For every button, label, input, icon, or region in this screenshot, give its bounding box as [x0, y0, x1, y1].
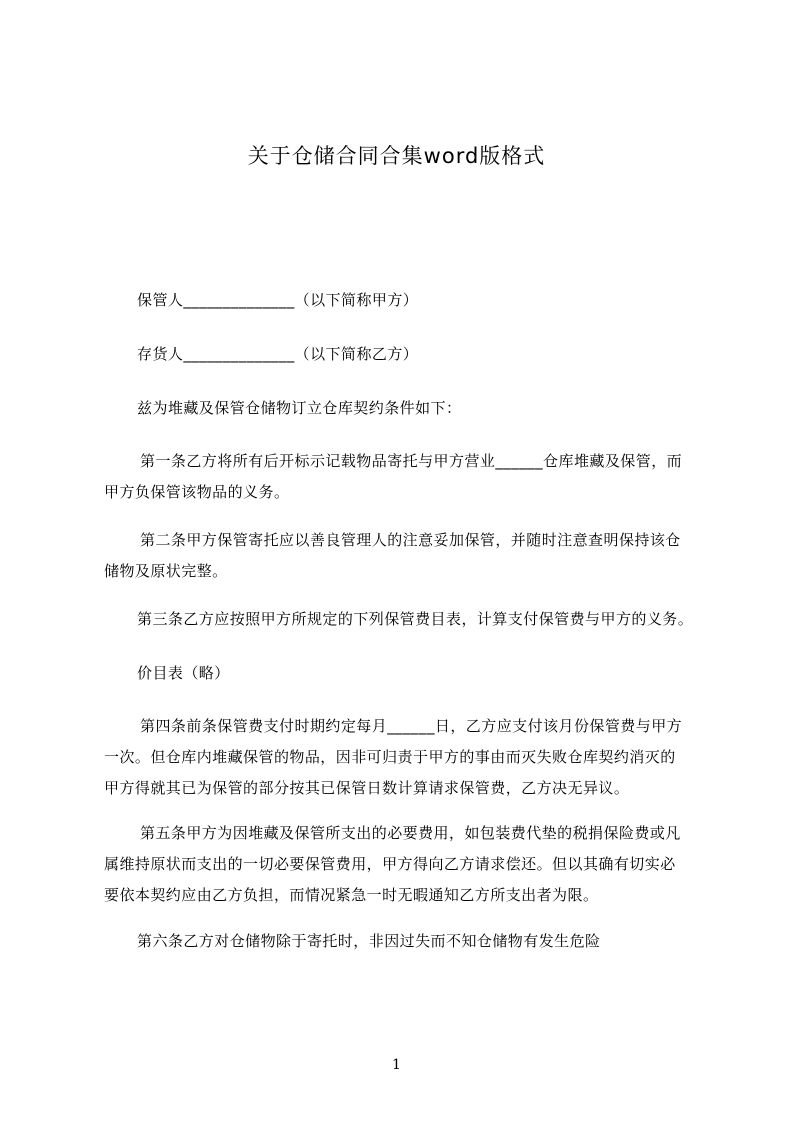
paragraph-custodian — [104, 285, 737, 316]
text-line: 存货人______________（以下简称乙方） — [137, 345, 419, 363]
text-line: 保管人______________（以下简称甲方） — [137, 291, 419, 309]
page-number: 1 — [392, 1057, 401, 1073]
text-line: 储物及原状完整。 — [104, 562, 228, 580]
text-line: 第二条甲方保管寄托应以善良管理人的注意妥加保管，并随时注意查明保持该仓 — [140, 531, 681, 549]
text-line: 要依本契约应由乙方负担，而情况紧急一时无暇通知乙方所支出者为限。 — [104, 886, 599, 904]
text-line: 第一条乙方将所有后开标示记载物品寄托与甲方营业______仓库堆藏及保管，而 — [140, 452, 683, 470]
text-line: 属维持原状而支出的一切必要保管费用，甲方得向乙方请求偿还。但以其确有切实必 — [104, 855, 676, 873]
document-title: 关于仓储合同合集word版格式 — [247, 144, 546, 168]
text-line: 兹为堆藏及保管仓储物订立仓库契约条件如下： — [137, 399, 462, 417]
paragraph-article-6 — [104, 926, 737, 957]
paragraph-article-1 — [104, 446, 704, 508]
paragraph-article-4 — [104, 711, 704, 804]
paragraph-article-2 — [104, 525, 704, 587]
text-line: 甲方负保管该物品的义务。 — [104, 483, 290, 501]
text-line: 一次。但仓库内堆藏保管的物品，因非可归责于甲方的事由而灭失败仓库契约消灭的 — [104, 748, 676, 766]
text-line: 价目表（略） — [137, 664, 230, 682]
text-line: 第五条甲方为因堆藏及保管所支出的必要费用，如包装费代垫的税捐保险费或凡 — [140, 824, 681, 842]
text-line: 第四条前条保管费支付时期约定每月______日，乙方应支付该月份保管费与甲方 — [140, 717, 683, 735]
paragraph-preamble — [104, 393, 737, 424]
text-line: 第六条乙方对仓储物除于寄托时，非因过失而不知仓储物有发生危险 — [137, 932, 601, 950]
text-line: 甲方得就其已为保管的部分按其已保管日数计算请求保管费，乙方决无异议。 — [104, 779, 630, 797]
paragraph-article-5 — [104, 818, 704, 911]
text-line: 第三条乙方应按照甲方所规定的下列保管费目表，计算支付保管费与甲方的义务。 — [137, 610, 694, 628]
paragraph-price-list — [104, 658, 737, 689]
paragraph-article-3 — [104, 604, 737, 635]
paragraph-depositor — [104, 339, 737, 370]
